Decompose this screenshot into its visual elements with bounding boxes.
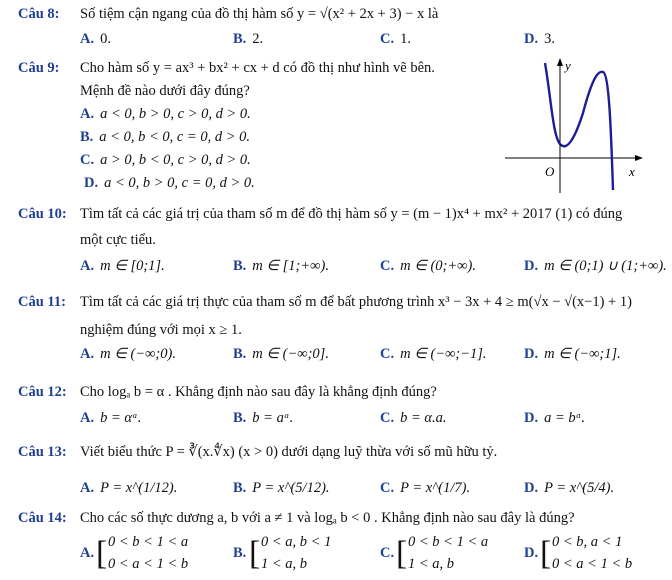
question-label: Câu 9: <box>18 60 60 76</box>
option-d: D. a = bᵅ. <box>524 410 586 426</box>
option-d: D. a < 0, b > 0, c = 0, d > 0. <box>84 175 255 191</box>
question-stem-line-1: Tìm tất cả các giá trị của tham số m để đồ thị hàm số y = (m − 1)x⁴ + mx² + 2017 (1) có đúng <box>80 206 623 222</box>
option-b: B. m ∈ (−∞;0]. <box>233 346 329 362</box>
y-axis-arrow <box>557 58 563 66</box>
question-stem: Cho các số thực dương a, b với a ≠ 1 và logₐ b < 0 . Khẳng định nào sau đây là đúng? <box>80 510 575 526</box>
option-c: C. m ∈ (−∞;−1]. <box>380 346 487 362</box>
option-c: C. a > 0, b < 0, c > 0, d > 0. <box>80 152 251 168</box>
question-stem-line-1: Tìm tất cả các giá trị thực của tham số m để bất phương trình x³ − 3x + 4 ≥ m(√x − √(x−1) + 1) <box>80 294 632 310</box>
option-d: D. P = x^(5/4). <box>524 480 615 496</box>
question-label: Câu 13: <box>18 444 67 460</box>
option-c: C. m ∈ (0;+∞). <box>380 258 476 274</box>
option-c: C. b = α.a. <box>380 410 447 426</box>
origin-label: O <box>545 164 555 179</box>
question-label: Câu 14: <box>18 510 67 526</box>
option-b: B. m ∈ [1;+∞). <box>233 258 329 274</box>
question-label: Câu 11: <box>18 294 66 310</box>
question-stem: Cho logₐ b = α . Khẳng định nào sau đây là khẳng định đúng? <box>80 384 437 400</box>
question-stem: Viết biểu thức P = ∛(x.∜x) (x > 0) dưới dạng luỹ thừa với số mũ hữu tỷ. <box>80 444 498 460</box>
question-stem: Số tiệm cận ngang của đồ thị hàm số y = √(x² + 2x + 3) − x là <box>80 6 439 22</box>
x-axis-arrow <box>635 155 643 161</box>
option-d: D. m ∈ (−∞;1]. <box>524 346 621 362</box>
option-a: A. m ∈ (−∞;0). <box>80 346 176 362</box>
option-a: A. P = x^(1/12). <box>80 480 178 496</box>
cubic-function-graph <box>505 58 645 198</box>
question-label: Câu 12: <box>18 384 67 400</box>
option-d: D. m ∈ (0;1) ∪ (1;+∞). <box>524 258 667 274</box>
option-d: D. 3. <box>524 31 555 47</box>
question-label: Câu 10: <box>18 206 67 222</box>
option-a: A. 0. <box>80 31 111 47</box>
cubic-curve <box>545 63 613 190</box>
option-b: B. b = aᵅ. <box>233 410 294 426</box>
option-b: B. 2. <box>233 31 264 47</box>
option-b: B. a < 0, b < 0, c = 0, d > 0. <box>80 129 250 145</box>
question-stem-line-2: nghiệm đúng với mọi x ≥ 1. <box>80 322 242 338</box>
option-c: C. 1. <box>380 31 411 47</box>
option-a: A. b = αᵃ. <box>80 410 142 426</box>
question-stem-line-2: một cực tiểu. <box>80 232 156 248</box>
option-c: C. P = x^(1/7). <box>380 480 471 496</box>
question-stem-line-2: Mệnh đề nào dưới đây đúng? <box>80 83 250 99</box>
y-axis-label: y <box>565 58 571 73</box>
question-stem-line-1: Cho hàm số y = ax³ + bx² + cx + d có đồ thị như hình vẽ bên. <box>80 60 435 76</box>
option-a: A. m ∈ [0;1]. <box>80 258 165 274</box>
option-a: A. a < 0, b > 0, c > 0, d > 0. <box>80 106 251 122</box>
x-axis-label: x <box>629 164 635 179</box>
question-label: Câu 8: <box>18 6 60 22</box>
option-b: B. P = x^(5/12). <box>233 480 330 496</box>
